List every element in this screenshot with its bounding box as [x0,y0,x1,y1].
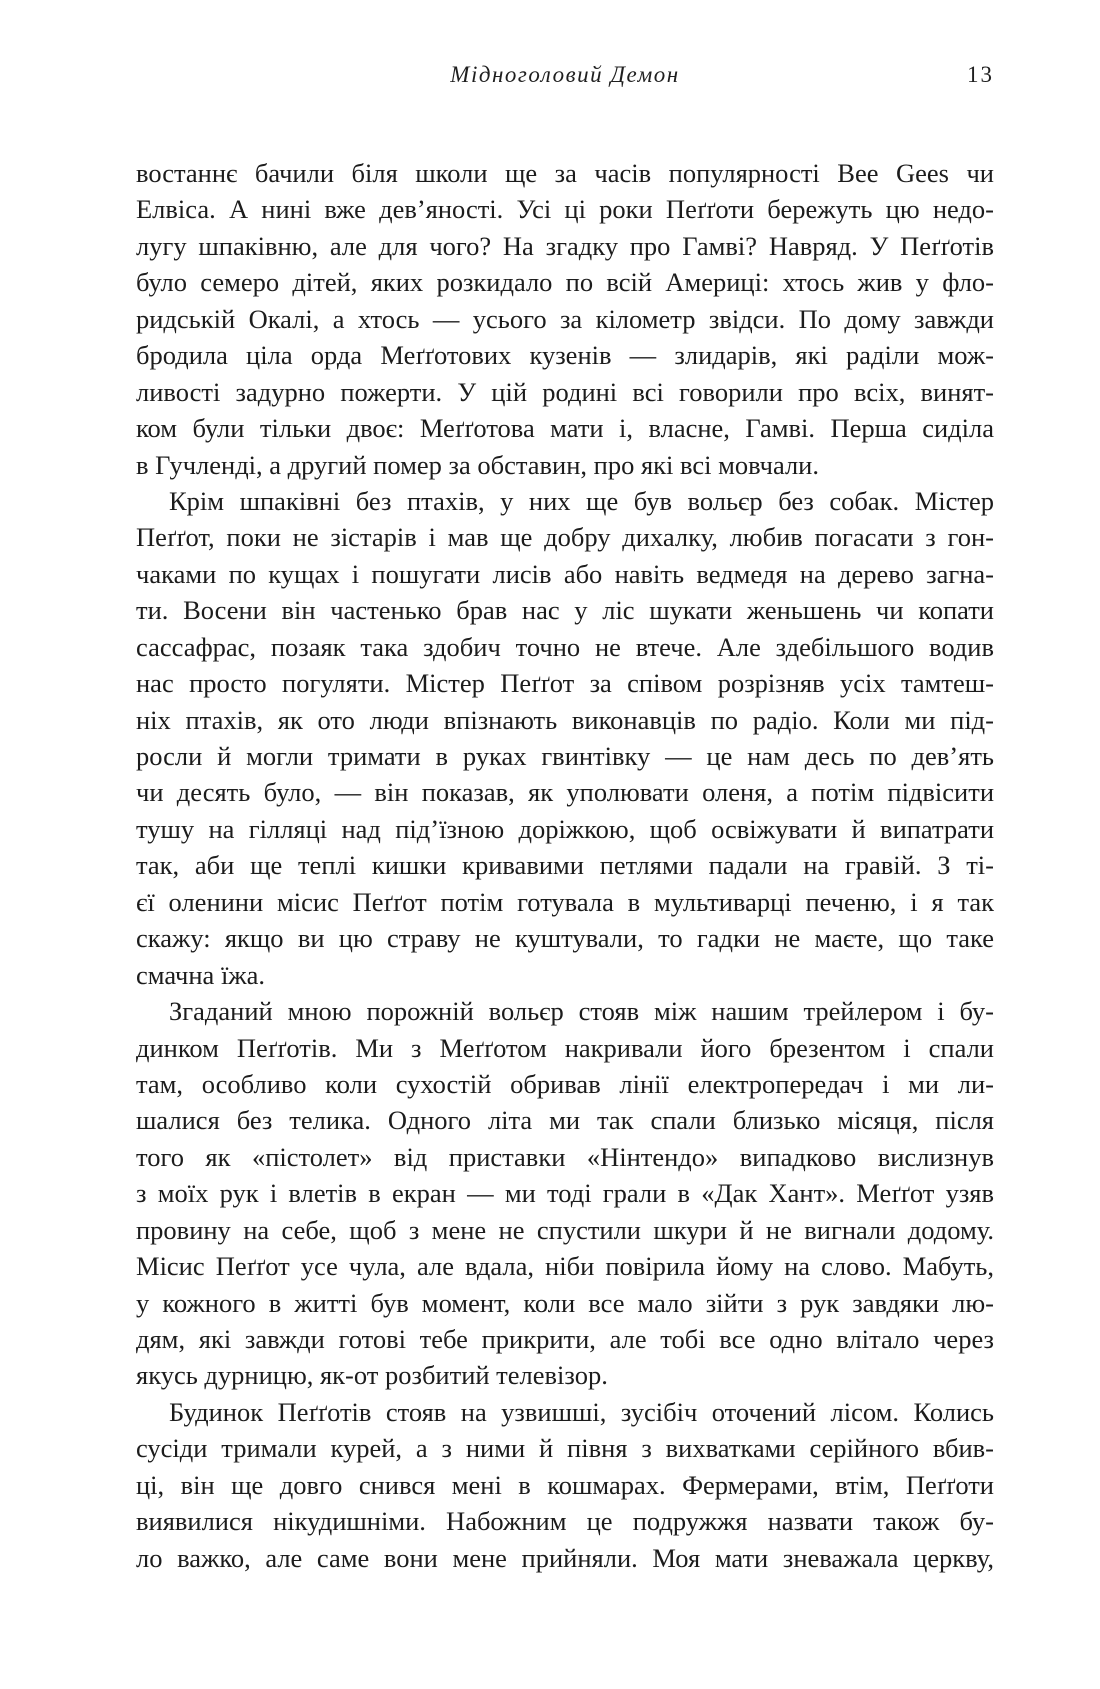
text-line: динком Пеґґотів. Ми з Меґґотом накривали його брезентом і спали [136,1032,994,1063]
text-line: якусь дурницю, як-от розбитий телевізор. [136,1360,608,1391]
text-line: Елвіса. А нині вже дев’яності. Усі ці роки Пеґґоти бережуть цю недо- [136,194,994,225]
text-line: смачна їжа. [136,959,266,990]
running-head [136,62,994,92]
text-line: ридській Окалі, а хтось — усього за кілометр звідси. По дому завжди [136,303,994,334]
text-line: було семеро дітей, яких розкидало по всій Америці: хтось жив у фло- [136,267,994,298]
text-line: в Гучленді, а другий помер за обставин, про які всі мовчали. [136,449,819,480]
text-line: ці, він ще довго снився мені в кошмарах. Фермерами, втім, Пеґґоти [136,1469,994,1500]
text-line: того як «пістолет» від приставки «Нінтендо» випадково вислизнув [136,1141,994,1172]
text-line: у кожного в житті був момент, коли все мало зійти з рук завдяки лю- [136,1287,994,1318]
text-line: росли й могли тримати в руках гвинтівку — це нам десь по дев’ять [136,741,994,771]
text-line: Крім шпаківні без птахів, у них ще був вольєр без собак. Містер [169,485,994,516]
text-line: Місис Пеґґот усе чула, але вдала, ніби повірила йому на слово. Мабуть, [136,1251,994,1282]
running-title: Мідноголовий Демон [450,62,680,87]
text-line: сусіди тримали курей, а з ними й півня з вихватками серійного вбив- [136,1433,994,1464]
text-line: бродила ціла орда Меґґотових кузенів — злидарів, які раділи мож- [136,340,994,371]
text-line: з моїх рук і влетів в екран — ми тоді грали в «Дак Хант». Меґґот узяв [136,1178,994,1209]
text-line: шалися без телика. Одного літа ми так спали близько місяця, після [136,1105,994,1136]
text-line: єї оленини місис Пеґґот потім готувала в мультиварці печеню, і я так [136,886,994,917]
text-line: так, аби ще теплі кишки кривавими петлями падали на гравій. З ті- [136,850,994,881]
text-line: провину на себе, щоб з мене не спустили шкури й не вигнали додому. [136,1214,994,1245]
text-line: виявилися нікудишніми. Набожним це подружжя назвати також бу- [136,1506,994,1537]
text-line: сассафрас, позаяк така здобич точно не втече. Але здебільшого водив [136,631,994,662]
text-line: ливості задурно пожерти. У цій родині всі говорили про всіх, винят- [136,376,994,407]
page-number: 13 [967,62,994,87]
text-line: лугу шпаківню, але для чого? На згадку про Гамві? Навряд. У Пеґґотів [136,230,994,261]
text-line: нас просто погуляти. Містер Пеґґот за співом розрізняв усіх тамтеш- [136,668,994,699]
text-line: дям, які завжди готові тебе прикрити, але тобі все одно влітало через [136,1324,994,1354]
text-line: Будинок Пеґґотів стояв на узвишші, зусібіч оточений лісом. Колись [169,1396,994,1427]
text-line: ніх птахів, як ото люди впізнають виконавців по радіо. Коли ми під- [136,704,994,735]
text-line: Пеґґот, поки не зістарів і мав ще добру дихалку, любив погасати з гон- [136,522,994,553]
text-line: ло важко, але саме вони мене прийняли. Моя мати зневажала церкву, [136,1542,994,1573]
text-line: чи десять було, — він показав, як уполювати оленя, а потім підвісити [136,777,994,808]
text-line: скажу: якщо ви цю страву не куштували, то гадки не маєте, що таке [136,923,994,954]
text-line: ти. Восени він частенько брав нас у ліс шукати женьшень чи копати [136,595,994,626]
text-line: востаннє бачили біля школи ще за часів популярності Bee Gees чи [136,158,994,188]
text-line: там, особливо коли сухостій обривав лінії електропередач і ми ли- [136,1068,994,1099]
text-line: Згаданий мною порожній вольєр стояв між нашим трейлером і бу- [169,996,994,1027]
text-line: тушу на гілляці над під’їзною доріжкою, щоб освіжувати й випатрати [136,813,994,844]
body-text [136,155,994,1576]
text-line: чаками по кущах і пошугати лисів або навіть ведмедя на дерево загна- [136,558,994,589]
text-line: ком були тільки двоє: Меґґотова мати і, власне, Гамві. Перша сиділа [136,413,994,444]
